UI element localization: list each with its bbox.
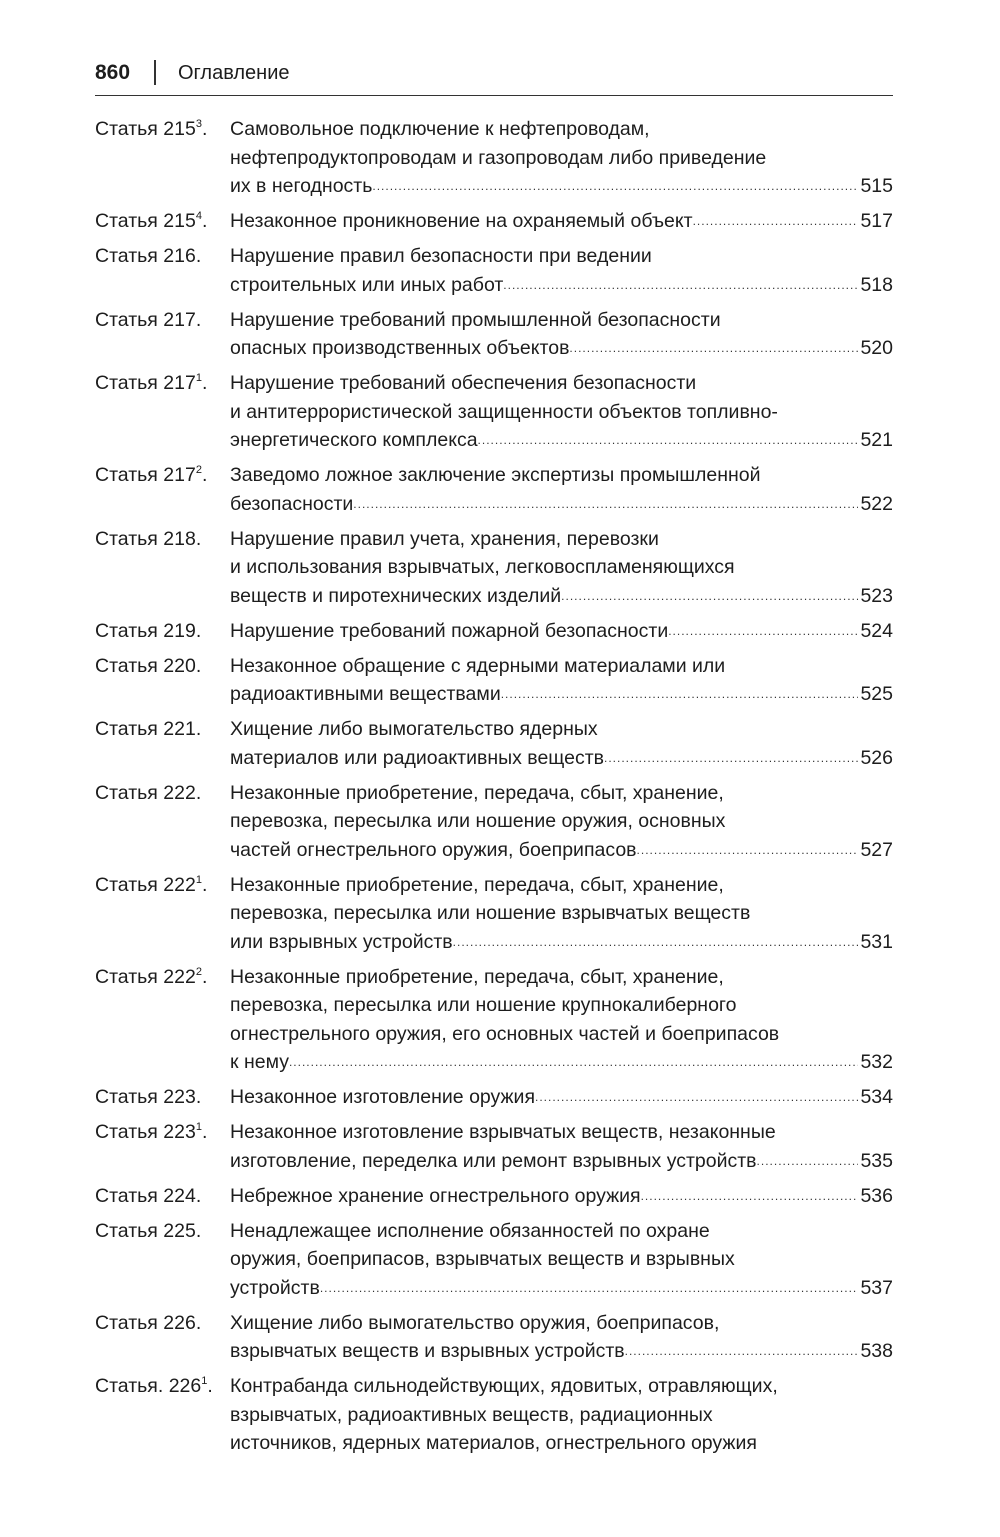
entry-title-line <box>230 836 893 865</box>
entry-title-text: устройств <box>230 1276 320 1299</box>
entry-title-line <box>230 1217 893 1246</box>
toc-entry[interactable] <box>95 1309 893 1366</box>
entry-title-text: и использования взрывчатых, легковоспламеняющихся <box>230 556 735 578</box>
entry-title-line <box>230 680 893 709</box>
entry-title-text: Небрежное хранение огнестрельного оружия <box>230 1184 641 1207</box>
entry-title-text: Незаконное изготовление оружия <box>230 1086 536 1108</box>
toc-entry[interactable] <box>95 963 893 1077</box>
article-number: Статья 222. <box>95 781 202 804</box>
article-label <box>95 652 230 709</box>
entry-title-text: источников, ядерных материалов, огнестрельного оружия <box>230 1432 757 1454</box>
entry-title-text: Незаконное проникновение на охраняемый объект <box>230 210 693 232</box>
page-reference[interactable]: 535 <box>860 1149 893 1172</box>
toc-entry[interactable] <box>95 207 893 236</box>
entry-title-text: Незаконные приобретение, передача, сбыт, хранение, <box>230 965 724 988</box>
article-label: Статья $222^1$. <box>95 873 208 896</box>
entry-title-text: Самовольное подключение к нефтепроводам, <box>230 118 650 140</box>
entry-title-line <box>230 369 893 398</box>
entry-title-line <box>230 242 893 271</box>
entry-title-text: безопасности <box>230 492 354 515</box>
entry-title-text: строительных или иных работ <box>230 273 504 296</box>
entry-title-text: Нарушение требований обеспечения безопасности <box>230 372 697 394</box>
page-header <box>95 60 893 96</box>
toc-entry[interactable] <box>95 242 893 299</box>
entry-title-line <box>230 271 893 300</box>
toc-entry[interactable] <box>95 1372 893 1458</box>
entry-title-line <box>230 1309 893 1338</box>
article-label: Статья $215^3$. <box>95 118 208 140</box>
entry-title-text: взрывчатых, радиоактивных веществ, радиационных <box>230 1403 713 1426</box>
page-reference[interactable]: 520 <box>860 337 893 359</box>
article-label: Статья $223^1$. <box>95 1121 208 1143</box>
article-label <box>95 779 230 865</box>
entry-title-text: веществ и пиротехнических изделий <box>230 584 562 607</box>
entry-title-line <box>230 928 893 957</box>
entry-title-line <box>230 1048 893 1077</box>
entry-title-text: взрывчатых веществ и взрывных устройств <box>230 1340 625 1362</box>
entry-title-line <box>230 334 893 363</box>
page-number: 860 <box>95 61 131 84</box>
page-reference[interactable]: 532 <box>860 1051 893 1073</box>
article-superscript: 2 <box>195 965 202 978</box>
entry-title-text: Контрабанда сильнодействующих, ядовитых, отравляющих, <box>230 1375 778 1397</box>
page-reference[interactable]: 522 <box>860 492 893 515</box>
page-reference[interactable]: 515 <box>860 175 893 197</box>
entry-title-line <box>230 1083 893 1112</box>
entry-title-text: Заведомо ложное заключение экспертизы промышленной <box>230 464 761 486</box>
entry-title-text: оружия, боеприпасов, взрывчатых веществ и взрывных <box>230 1248 735 1270</box>
entry-title-text: Нарушение требований промышленной безопасности <box>230 308 721 331</box>
entry-title-line <box>230 744 893 773</box>
entry-title-line <box>230 1337 893 1366</box>
entry-title-text: Нарушение правил учета, хранения, перевозки <box>230 527 659 550</box>
entry-title-text: перевозка, пересылка или ношение оружия, основных <box>230 810 726 832</box>
article-label <box>95 617 230 646</box>
dot-leader <box>501 680 859 709</box>
toc-entry[interactable] <box>95 871 893 957</box>
toc-entry[interactable] <box>95 652 893 709</box>
article-superscript: 4 <box>195 210 202 222</box>
entry-title-line <box>230 1118 893 1147</box>
article-label: Статья $222^2$. <box>95 965 208 988</box>
running-title: Оглавление <box>178 62 290 84</box>
dot-leader <box>569 334 858 363</box>
article-label <box>95 715 230 772</box>
page-reference[interactable]: 527 <box>860 838 893 861</box>
entry-title-line <box>230 1245 893 1274</box>
article-number: Статья 224. <box>95 1184 202 1207</box>
entry-title-text: Незаконные приобретение, передача, сбыт, хранение, <box>230 873 724 896</box>
dot-leader <box>503 271 858 300</box>
dot-leader <box>757 1147 859 1176</box>
entry-title-text: перевозка, пересылка или ношение крупнокалиберного <box>230 994 737 1016</box>
entry-title-text: Незаконные приобретение, передача, сбыт, хранение, <box>230 781 724 804</box>
entry-title-text: Нарушение правил безопасности при ведении <box>230 245 652 267</box>
dot-leader <box>535 1083 858 1112</box>
toc-entry[interactable] <box>95 779 893 865</box>
dot-leader <box>561 582 858 611</box>
entry-title-text: частей огнестрельного оружия, боеприпасов <box>230 838 637 861</box>
entry-title-line <box>230 172 893 201</box>
article-number: Статья 221. <box>95 718 202 740</box>
toc-entry[interactable] <box>95 369 893 455</box>
toc-entry[interactable] <box>95 1083 893 1112</box>
article-number: Статья 218. <box>95 527 202 550</box>
article-number: Статья 222 <box>95 965 196 988</box>
entry-title-line <box>230 1147 893 1176</box>
article-number: Статья 215 <box>95 118 196 140</box>
entry-title-text: Хищение либо вымогательство оружия, боеприпасов, <box>230 1311 720 1334</box>
entry-title-line <box>230 553 893 582</box>
article-label <box>95 525 230 611</box>
toc-entry[interactable] <box>95 461 893 518</box>
entry-title-text: перевозка, пересылка или ношение взрывчатых веществ <box>230 902 751 924</box>
dot-leader <box>693 207 859 236</box>
table-of-contents <box>95 115 893 1464</box>
entry-title-line <box>230 715 893 744</box>
entry-title-line <box>230 617 893 646</box>
entry-title-text: или взрывных устройств <box>230 930 453 953</box>
entry-title-line <box>230 426 893 455</box>
toc-entry[interactable] <box>95 715 893 772</box>
toc-entry[interactable] <box>95 306 893 363</box>
entry-title-text: энергетического комплекса <box>230 429 478 451</box>
toc-entry[interactable] <box>95 1182 893 1211</box>
dot-leader <box>668 617 858 646</box>
entry-title-text: изготовление, переделка или ремонт взрывных устройств <box>230 1149 757 1172</box>
page-reference[interactable]: 536 <box>860 1184 893 1207</box>
entry-title-text: огнестрельного оружия, его основных частей и боеприпасов <box>230 1022 780 1045</box>
article-label: Статья $217^1$. <box>95 372 208 394</box>
article-number: Статья 216. <box>95 245 202 267</box>
entry-title-line <box>230 461 893 490</box>
page-reference[interactable]: 517 <box>860 210 893 232</box>
article-superscript: 1 <box>195 1121 202 1133</box>
toc-entry[interactable] <box>95 617 893 646</box>
article-number: Статья 217. <box>95 308 202 331</box>
dot-leader <box>625 1337 859 1366</box>
entry-title-line <box>230 144 893 173</box>
entry-title-text: Незаконное изготовление взрывчатых веществ, незаконные <box>230 1121 776 1143</box>
entry-title-line <box>230 582 893 611</box>
article-label: Статья. $226^1$. <box>95 1375 213 1397</box>
article-number: Статья 223 <box>95 1121 196 1143</box>
entry-title-text: и антитеррористической защищенности объектов топливно- <box>230 400 778 423</box>
dot-leader <box>320 1274 859 1303</box>
entry-title-text: Нарушение требований пожарной безопасности <box>230 619 669 642</box>
entry-title-line <box>230 779 893 808</box>
article-label <box>95 242 230 299</box>
toc-entry[interactable] <box>95 1217 893 1303</box>
entry-title-line <box>230 899 893 928</box>
entry-title-line <box>230 1182 893 1211</box>
dot-leader <box>353 490 858 519</box>
article-number: Статья 219. <box>95 619 202 642</box>
header-divider <box>154 60 156 85</box>
entry-title-line <box>230 1401 893 1430</box>
page-reference[interactable]: 521 <box>860 429 893 451</box>
entry-title-text: к нему <box>230 1051 289 1073</box>
article-number: Статья 215 <box>95 210 196 232</box>
entry-title-line <box>230 115 893 144</box>
entry-title-line <box>230 1429 893 1458</box>
entry-title-line <box>230 525 893 554</box>
dot-leader <box>637 836 859 865</box>
article-number: Статья 217 <box>95 464 196 486</box>
toc-entry[interactable] <box>95 115 893 201</box>
page-reference[interactable]: 524 <box>860 619 893 642</box>
entry-title-line <box>230 1274 893 1303</box>
entry-title-line <box>230 207 893 236</box>
dot-leader <box>289 1048 859 1077</box>
article-number: Статья. 226 <box>95 1375 202 1397</box>
page-reference[interactable]: 526 <box>860 746 893 769</box>
entry-title-line <box>230 871 893 900</box>
dot-leader <box>478 426 859 455</box>
entry-title-line <box>230 807 893 836</box>
entry-title-line <box>230 1020 893 1049</box>
entry-title-text: опасных производственных объектов <box>230 337 570 359</box>
page-reference[interactable]: 538 <box>860 1340 893 1362</box>
page-reference[interactable]: 525 <box>860 683 893 705</box>
article-number: Статья 226. <box>95 1311 202 1334</box>
dot-leader <box>453 928 859 957</box>
article-label <box>95 1083 230 1112</box>
article-number: Статья 220. <box>95 654 202 677</box>
article-number: Статья 225. <box>95 1219 202 1242</box>
entry-title-text: радиоактивными веществами <box>230 683 501 705</box>
entry-title-text: Незаконное обращение с ядерными материалами или <box>230 654 726 677</box>
entry-title-text: их в негодность <box>230 175 373 197</box>
article-superscript: 1 <box>201 1375 208 1387</box>
article-label <box>95 1217 230 1303</box>
article-label <box>95 1309 230 1366</box>
entry-title-line <box>230 490 893 519</box>
page-reference[interactable]: 537 <box>860 1276 893 1299</box>
entry-title-line <box>230 1372 893 1401</box>
article-label: Статья $217^2$. <box>95 464 208 486</box>
article-superscript: 3 <box>195 118 202 130</box>
entry-title-line <box>230 398 893 427</box>
article-superscript: 1 <box>195 873 202 886</box>
entry-title-text: Ненадлежащее исполнение обязанностей по охране <box>230 1219 710 1242</box>
toc-entry[interactable] <box>95 525 893 611</box>
entry-title-line <box>230 991 893 1020</box>
article-number: Статья 223. <box>95 1086 202 1108</box>
page-reference[interactable]: 531 <box>860 930 893 953</box>
dot-leader <box>641 1182 859 1211</box>
entry-title-line <box>230 306 893 335</box>
article-number: Статья 217 <box>95 372 196 394</box>
page-reference[interactable]: 518 <box>860 273 893 296</box>
entry-title-text: Хищение либо вымогательство ядерных <box>230 718 598 740</box>
dot-leader <box>604 744 858 773</box>
dot-leader <box>372 172 858 201</box>
entry-title-line <box>230 652 893 681</box>
page-reference[interactable]: 523 <box>860 584 893 607</box>
article-superscript: 2 <box>195 464 202 476</box>
article-label <box>95 306 230 363</box>
toc-entry[interactable] <box>95 1118 893 1175</box>
article-superscript: 1 <box>195 372 202 384</box>
entry-title-text: материалов или радиоактивных веществ <box>230 746 604 769</box>
entry-title-text: нефтепродуктопроводам и газопроводам либо приведение <box>230 146 767 169</box>
article-label: Статья $215^4$. <box>95 210 208 232</box>
entry-title-line <box>230 963 893 992</box>
article-label <box>95 1182 230 1211</box>
page-reference[interactable]: 534 <box>860 1086 893 1108</box>
article-number: Статья 222 <box>95 873 196 896</box>
